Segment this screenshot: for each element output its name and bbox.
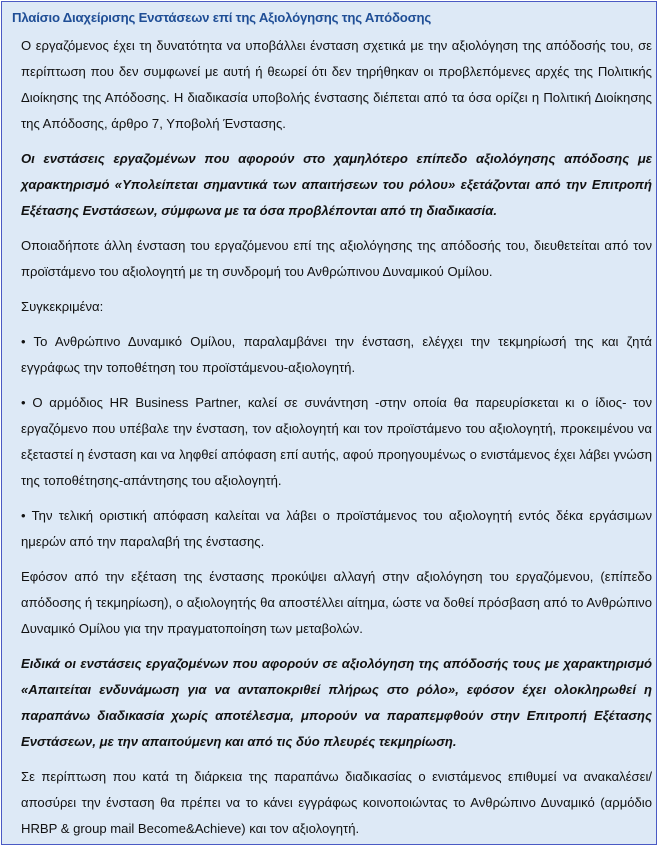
- bullet-text: Το Ανθρώπινο Δυναμικό Ομίλου, παραλαμβάνει την ένσταση, ελέγχει την τεκμηρίωσή της και ζητά εγγράφως την τοποθέτηση του προϊστάμενου-αξιολογητή.: [21, 334, 652, 375]
- withdrawal-paragraph: Σε περίπτωση που κατά τη διάρκεια της παραπάνω διαδικασίας ο ενιστάμενος επιθυμεί να ανακαλέσει/ αποσύρει την ένσταση θα πρέπει να το κάνει εγγράφως κοινοποιώντας το Ανθρώπινο Δυναμικό (αρμόδιο HRBP & group mail Become&Achieve) και τον αξιολογητή.: [21, 769, 652, 836]
- appeals-framework-panel: [1, 1, 657, 845]
- evaluation-change-paragraph: Εφόσον από την εξέταση της ένστασης προκύψει αλλαγή στην αξιολόγηση του εργαζόμενου, (επίπεδο απόδοσης ή τεκμηρίωση), ο αξιολογητής θα αποστέλλει αίτημα, ώστε να δοθεί πρόσβαση από το Ανθρώπινο Δυναμικό Ομίλου για την πραγματοποίηση των μεταβολών.: [21, 569, 652, 636]
- bullet-icon: •: [21, 334, 26, 349]
- bullet-icon: •: [21, 508, 26, 523]
- bullet-item-hr-receives: [21, 329, 652, 381]
- supervisor-resolution-paragraph: Οποιαδήποτε άλλη ένσταση του εργαζόμενου επί της αξιολόγησης της απόδοσής του, διευθετείται από τον προϊστάμενο του αξιολογητή με τη συνδρομή του Ανθρώπινου Δυναμικού Ομίλου.: [21, 238, 652, 279]
- intro-paragraph: Ο εργαζόμενος έχει τη δυνατότητα να υποβάλλει ένσταση σχετικά με την αξιολόγηση της απόδοσής του, σε περίπτωση που δεν συμφωνεί με αυτή ή θεωρεί ότι δεν τηρήθηκαν οι προβλεπόμενες αρχές της Πολιτικής Διοίκησης της Απόδοσης. Η διαδικασία υποβολής ένστασης διέπεται από τα όσα ορίζει η Πολιτική Διοίκησης της Απόδοσης, άρθρο 7, Υποβολή Ένστασης.: [21, 38, 652, 131]
- panel-title: Πλαίσιο Διαχείρισης Ενστάσεων επί της Αξιολόγησης της Απόδοσης: [12, 10, 431, 25]
- bullet-text: Την τελική οριστική απόφαση καλείται να λάβει ο προϊστάμενος του αξιολογητή εντός δέκα εργάσιμων ημερών από την παραλαβή της ένστασης.: [21, 508, 652, 549]
- bullet-item-hrbp-meeting: [21, 390, 652, 494]
- bullet-item-final-decision: [21, 503, 652, 555]
- bullet-text: Ο αρμόδιος HR Business Partner, καλεί σε συνάντηση -στην οποία θα παρευρίσκεται κι ο ίδιος- τον εργαζόμενο που υπέβαλε την ένσταση, τον αξιολογητή και τον προϊστάμενο του αξιολογητή, προκειμένου να εξεταστεί η ένσταση και να ληφθεί απόφαση επί αυτής, αφού προηγουμένως ο ενιστάμενος έχει λάβει γνώση της τοποθέτησης-απάντησης του αξιολογητή.: [21, 395, 652, 488]
- specifically-label: Συγκεκριμένα:: [21, 299, 104, 314]
- committee-review-paragraph: Οι ενστάσεις εργαζομένων που αφορούν στο χαμηλότερο επίπεδο αξιολόγησης απόδοσης με χαρακτηρισμό «Υπολείπεται σημαντικά των απαιτήσεων του ρόλου» εξετάζονται από την Επιτροπή Εξέτασης Ενστάσεων, σύμφωνα με τα όσα προβλέπονται από τη διαδικασία.: [21, 151, 652, 218]
- committee-referral-paragraph: Ειδικά οι ενστάσεις εργαζομένων που αφορούν σε αξιολόγηση της απόδοσής τους με χαρακτηρισμό «Απαιτείται ενδυνάμωση για να ανταποκριθεί πλήρως στο ρόλο», εφόσον έχει ολοκληρωθεί η παραπάνω διαδικασία χωρίς αποτέλεσμα, μπορούν να παραπεμφθούν στην Επιτροπή Εξέτασης Ενστάσεων, με την απαιτούμενη και από τις δύο πλευρές τεκμηρίωση.: [21, 656, 652, 749]
- panel-body: [21, 33, 652, 851]
- bullet-icon: •: [21, 395, 26, 410]
